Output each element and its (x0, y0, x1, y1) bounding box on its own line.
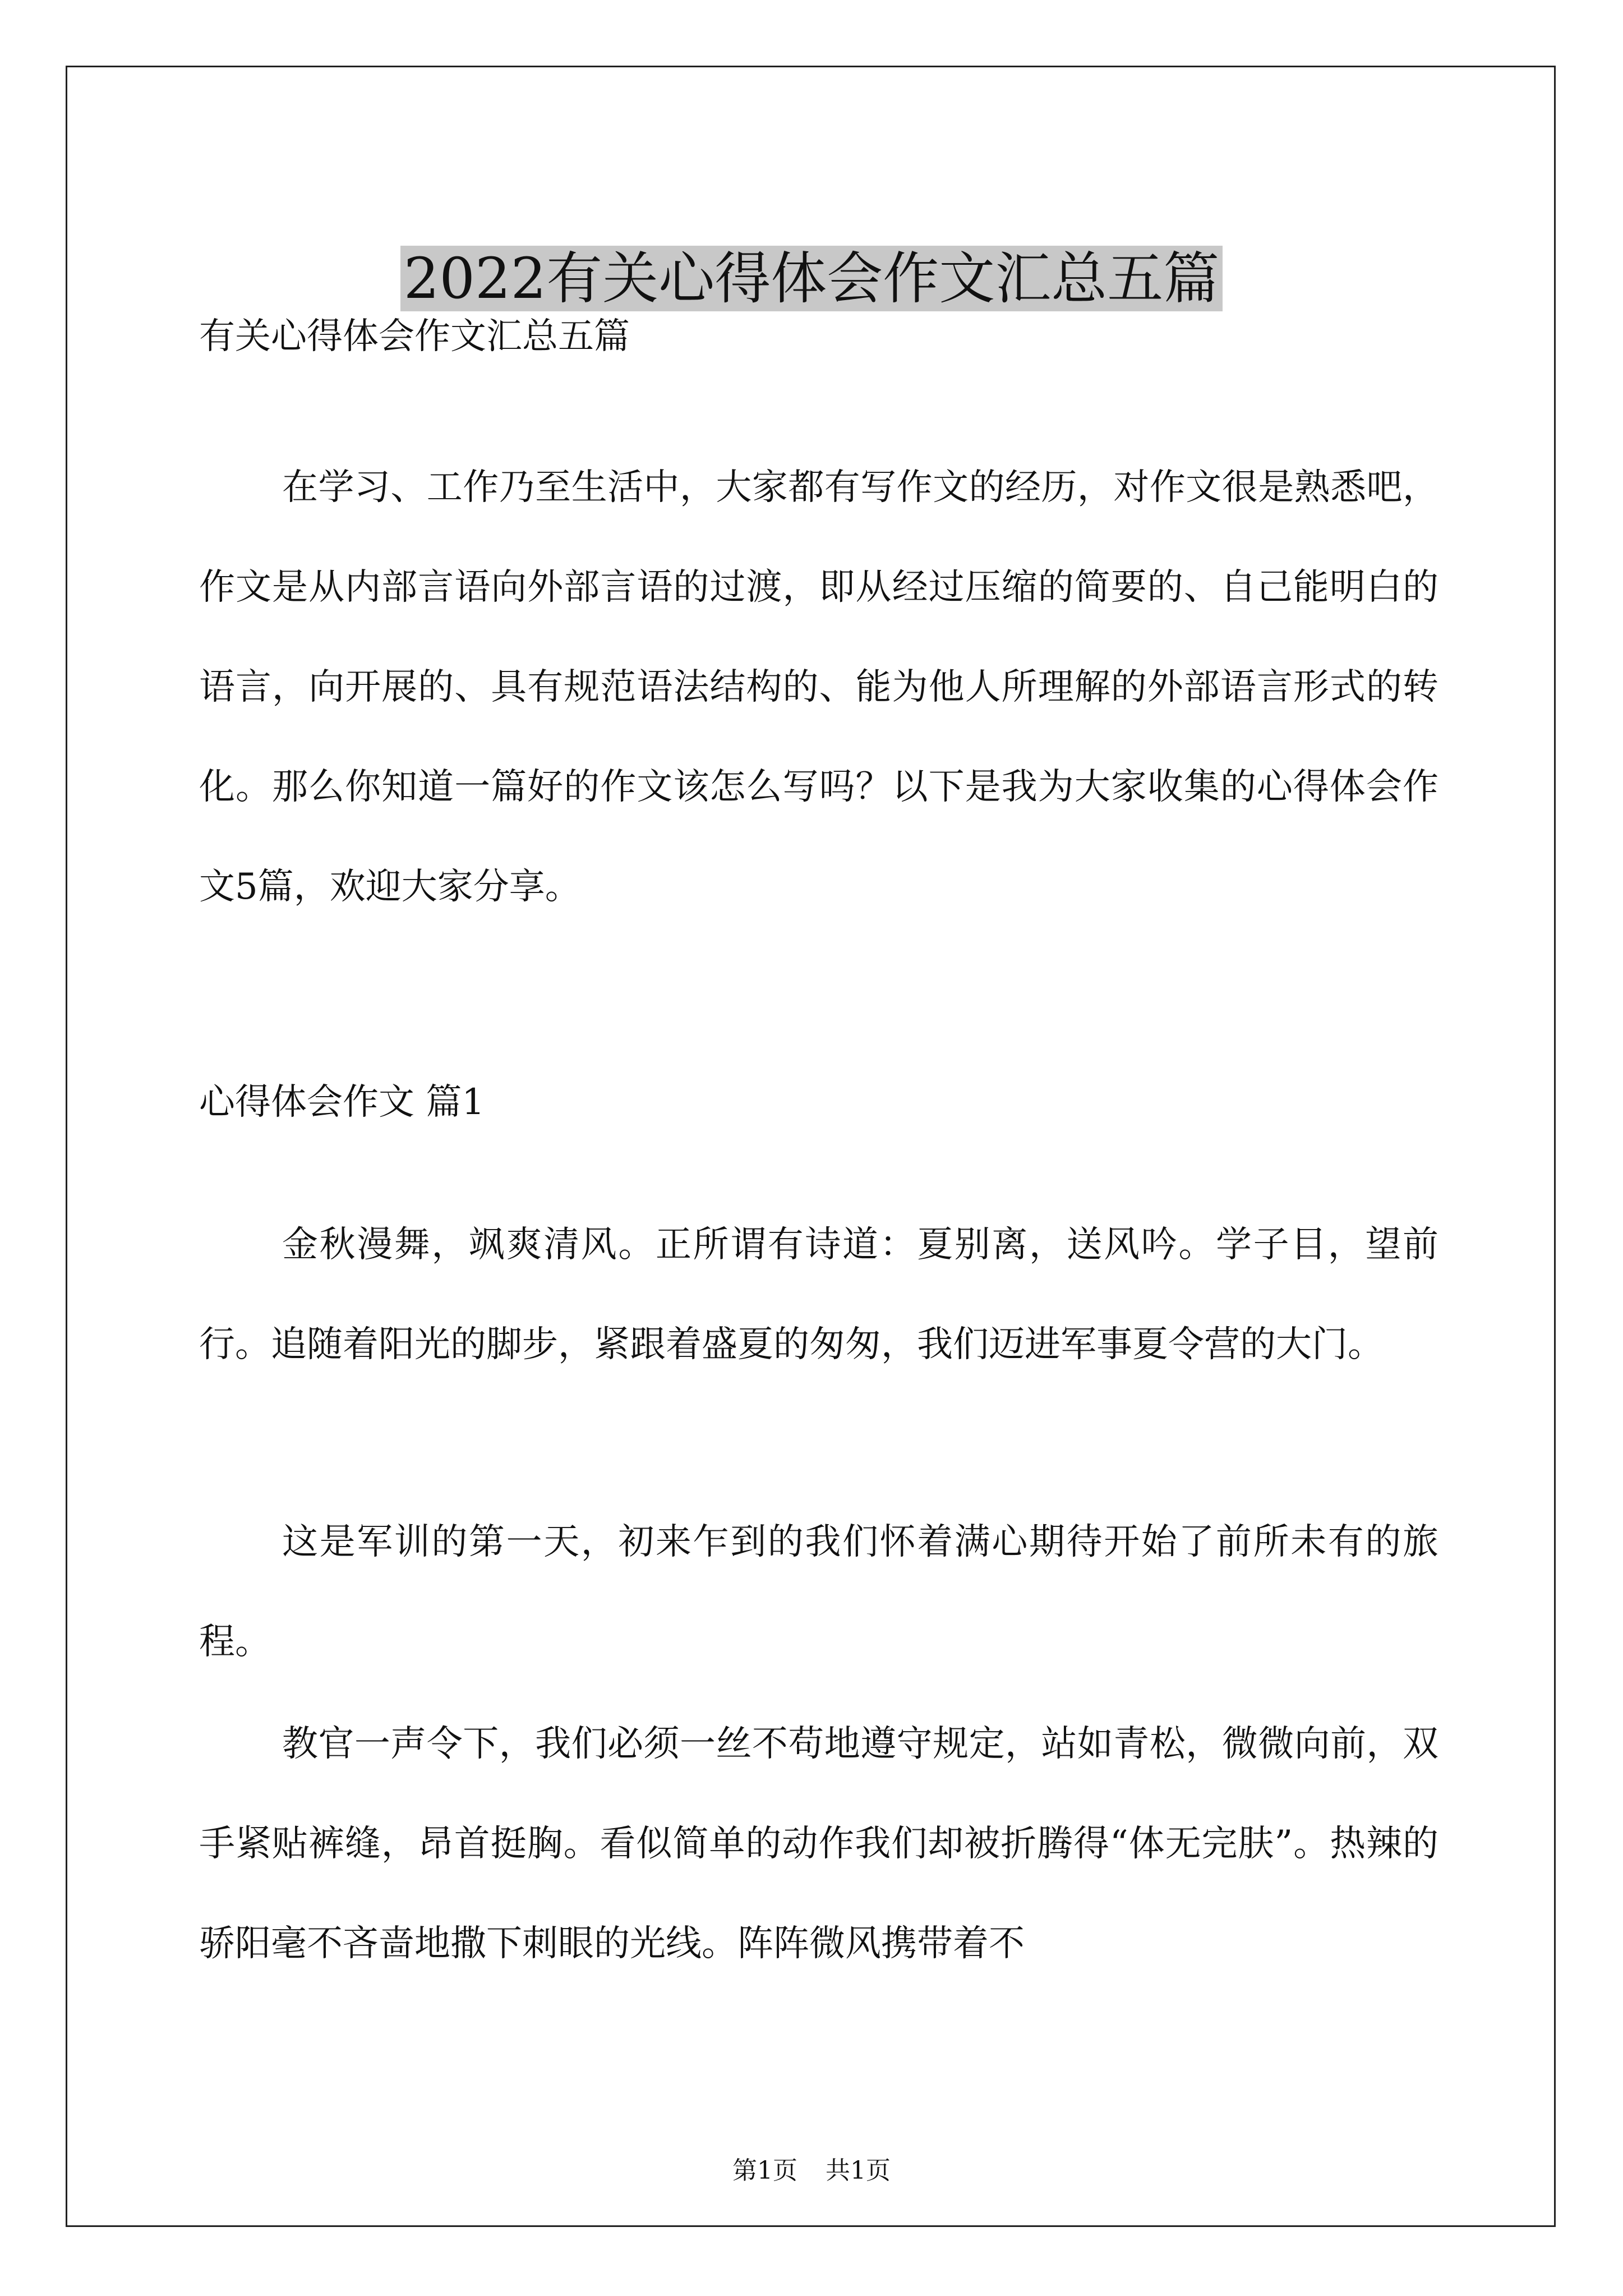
body-paragraph-1: 金秋漫舞，飒爽清风。正所谓有诗道：夏别离，送风吟。学子目，望前行。追随着阳光的脚步，紧跟着盛夏的匆匆，我们迈进军事夏令营的大门。 (199, 1224, 1438, 1365)
intro-paragraph: 在学习、工作乃至生活中，大家都有写作文的经历，对作文很是熟悉吧，作文是从内部言语向外部言语的过渡，即从经过压缩的简要的、自己能明白的语言，向开展的、具有规范语法结构的、能为他人所理解的外部语言形式的转化。那么你知道一篇好的作文该怎么写吗？以下是我为大家收集的心得体会作文5篇，欢迎大家分享。 (199, 467, 1438, 908)
document-title-text: 2022有关心得体会作文汇总五篇 (400, 246, 1223, 311)
body-paragraph-3: 教官一声令下，我们必须一丝不苟地遵守规定，站如青松，微微向前，双手紧贴裤缝，昂首挺胸。看似简单的动作我们却被折腾得“体无完肤”。热辣的骄阳毫不吝啬地撒下刺眼的光线。阵阵微风携带着不 (199, 1723, 1438, 1964)
section-heading: 心得体会作文 篇1 (199, 1082, 485, 1123)
page-total: 共1页 (826, 2156, 891, 2185)
document-title (0, 242, 1623, 315)
document-subtitle: 有关心得体会作文汇总五篇 (199, 316, 630, 357)
body-paragraph-2: 这是军训的第一天，初来乍到的我们怀着满心期待开始了前所未有的旅程。 (199, 1521, 1438, 1663)
page-footer (0, 2154, 1623, 2188)
page-number: 第1页 (732, 2156, 797, 2185)
